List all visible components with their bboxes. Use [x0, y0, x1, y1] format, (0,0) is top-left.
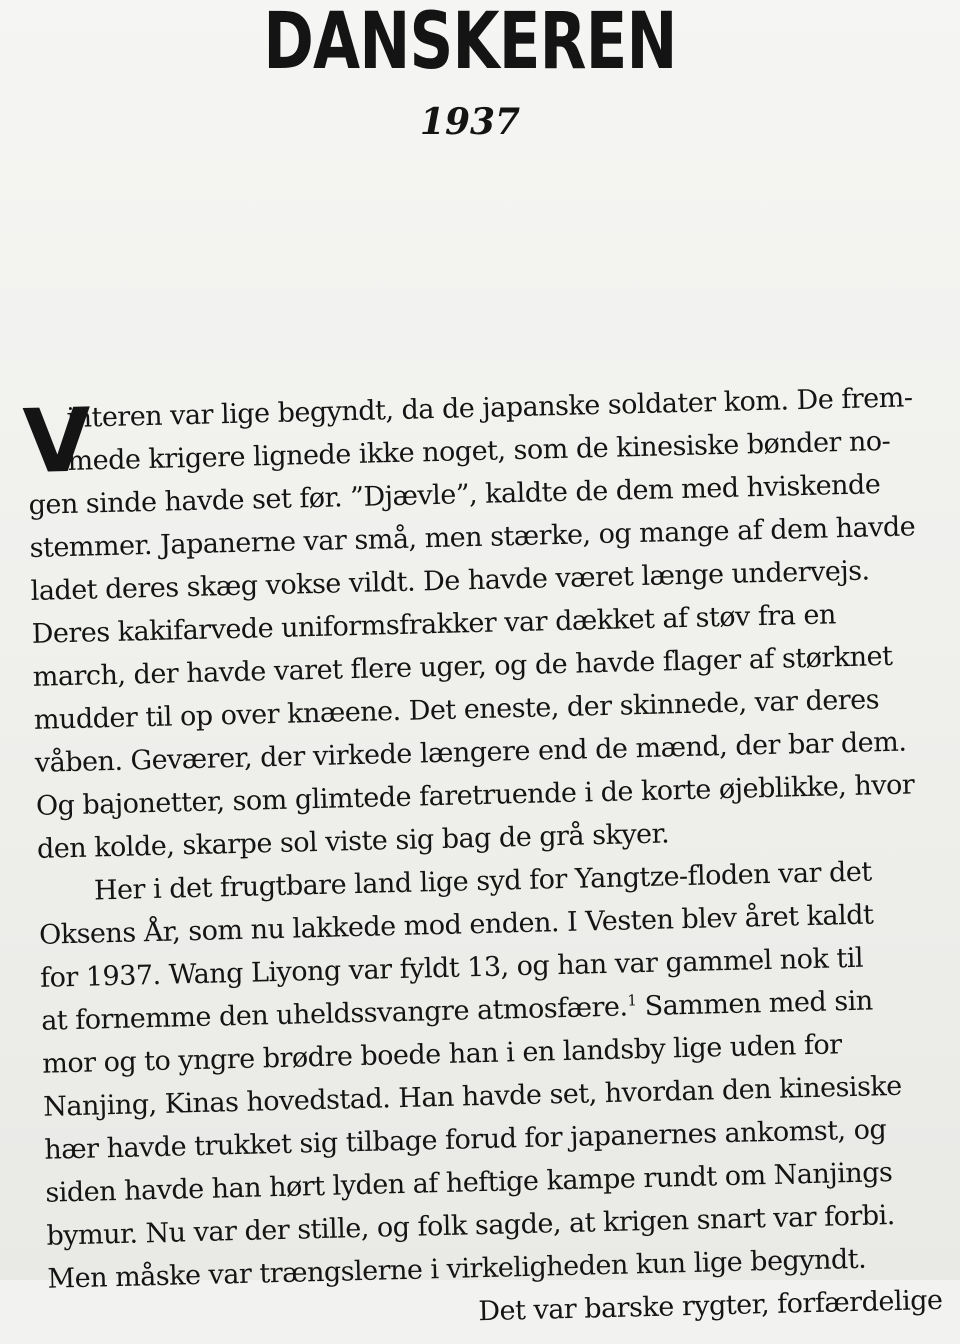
text-line: Deres kakifarvede uniformsfrakker var dækket af støv fra en — [31, 599, 837, 650]
text-line: Men måske var trængslerne i virkeligheden kun lige begyndt. — [47, 1243, 867, 1295]
body-text — [21, 376, 943, 1343]
text-line: Oksens År, som nu lakkede mod enden. I Vesten blev året kaldt — [38, 899, 874, 951]
text-line: hær havde trukket sig tilbage forud for japanernes ankomst, og — [44, 1114, 887, 1166]
text-line: stemmer. Japanerne var små, men stærke, og mange af dem havde — [29, 511, 916, 564]
chapter-title: DANSKEREN — [263, 0, 677, 87]
text-line: Og bajonetter, som glimtede faretruende i de korte øjeblikke, hvor — [35, 769, 915, 822]
drop-cap: V — [21, 388, 92, 494]
text-line: march, der havde varet flere uger, og de havde flager af størknet — [32, 640, 893, 693]
text-line: våben. Geværer, der virkede længere end de mænd, der bar dem. — [34, 726, 907, 779]
text-line: gen sinde havde set før. ”Djævle”, kaldte de dem med hviskende — [28, 469, 881, 521]
text-line: mor og to yngre brødre boede han i en landsby lige uden for — [41, 1029, 842, 1080]
text-line: bymur. Nu var der stille, og folk sagde, at krigen snart var forbi. — [46, 1200, 896, 1252]
text-line: Her i det frugtbare land lige syd for Yangtze-floden var det — [93, 856, 872, 907]
text-line: mudder til op over knæene. Det eneste, der skinnede, var deres — [33, 684, 880, 736]
text-line: ladet deres skæg vokse vildt. De havde været længe undervejs. — [30, 555, 870, 607]
text-line: den kolde, skarpe sol viste sig bag de grå skyer. — [36, 818, 670, 865]
footnote-marker: 1 — [627, 991, 637, 1010]
chapter-year: 1937 — [419, 101, 521, 143]
line-text: Sammen med sin — [636, 985, 874, 1023]
line-text: mede krigere lignede ikke noget, som de kinesiske bønder no- — [67, 425, 891, 477]
line-text: at fornemme den uheldssvangre atmosfære. — [40, 991, 628, 1037]
text-line: Det var barske rygter, forfærdelige — [478, 1284, 943, 1328]
line-text: interen var lige begyndt, da de japanske soldater kom. De frem- — [66, 382, 913, 435]
text-line: siden havde han hørt lyden af heftige kampe rundt om Nanjings — [45, 1157, 893, 1209]
text-line: for 1937. Wang Liyong var fyldt 13, og han var gammel nok til — [39, 942, 864, 994]
text-line: Nanjing, Kinas hovedstad. Han havde set, hvordan den kinesiske — [42, 1070, 903, 1123]
